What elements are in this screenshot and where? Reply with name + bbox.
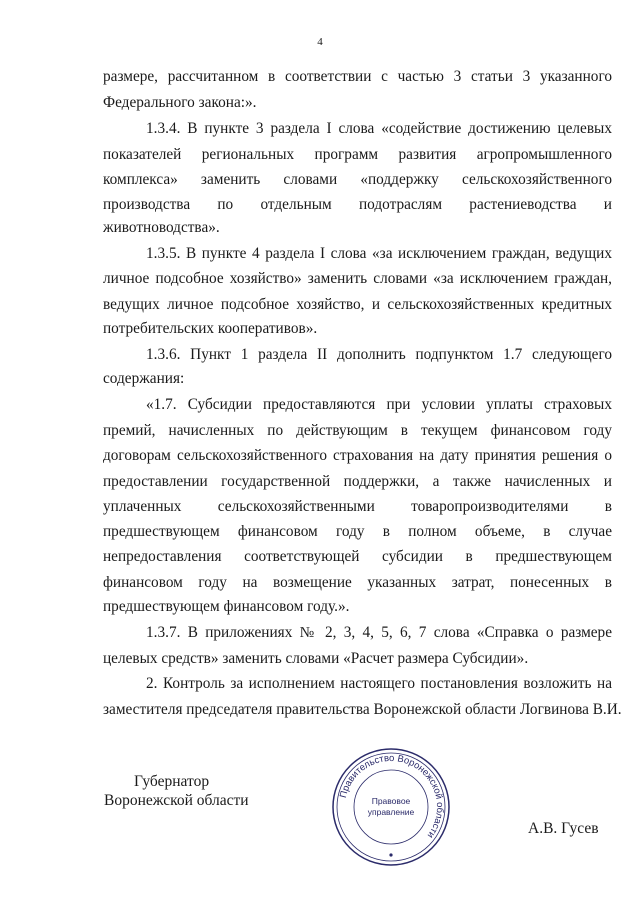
- body-line: «1.7. Субсидии предоставляются при условии уплаты страховых: [146, 396, 612, 413]
- seal-center-line2: управление: [367, 807, 415, 817]
- body-line: финансовом году на возмещение указанных затрат, понесенных в: [103, 574, 612, 591]
- body-line: предшествующем финансовом году.».: [103, 598, 350, 615]
- body-line: личное подсобное хозяйство» заменить словами «за исключением граждан,: [103, 270, 612, 287]
- page-number: 4: [317, 36, 323, 48]
- seal-ring-text: Правительство Воронежской области: [337, 752, 446, 841]
- body-line: премий, начисленных по действующим в текущем финансовом году: [103, 422, 612, 439]
- body-line: 1.3.4. В пункте 3 раздела I слова «содействие достижению целевых: [146, 120, 612, 137]
- body-line: 2. Контроль за исполнением настоящего постановления возложить на: [146, 675, 612, 692]
- body-line: предшествующем финансовом году в полном объеме, в случае: [103, 523, 612, 540]
- body-line: предоставлении государственной поддержки, а также начисленных и: [103, 473, 612, 490]
- body-line: заместителя председателя правительства Воронежской области Логвинова В.И.: [103, 701, 622, 718]
- body-line: уплаченных сельскохозяйственными товаропроизводителями в: [103, 498, 612, 515]
- seal-center-line1: Правовое: [371, 796, 411, 806]
- body-line: содержания:: [103, 370, 185, 387]
- body-line: непредоставления соответствующей субсидии в предшествующем: [103, 548, 612, 565]
- body-line: 1.3.5. В пункте 4 раздела I слова «за исключением граждан, ведущих: [146, 245, 612, 262]
- body-line: животноводства».: [103, 219, 220, 236]
- body-line: производства по отдельным подотраслям растениеводства и: [103, 196, 612, 213]
- signatory-title-line2: Воронежской области: [104, 792, 249, 809]
- body-line: целевых средств» заменить словами «Расчет размера Субсидии».: [103, 650, 529, 667]
- body-line: показателей региональных программ развития агропромышленного: [103, 146, 612, 163]
- seal-star-icon: [389, 853, 392, 856]
- signatory-name: А.В. Гусев: [528, 820, 599, 837]
- signatory-title-line1: Губернатор: [134, 773, 210, 790]
- body-line: 1.3.7. В приложениях № 2, 3, 4, 5, 6, 7 слова «Справка о размере: [146, 624, 612, 641]
- body-line: 1.3.6. Пункт 1 раздела II дополнить подпунктом 1.7 следующего: [146, 346, 612, 363]
- body-line: ведущих личное подсобное хозяйство, и сельскохозяйственных кредитных: [103, 296, 612, 313]
- body-line: потребительских кооперативов».: [103, 320, 318, 337]
- body-line: размере, рассчитанном в соответствии с частью 3 статьи 3 указанного: [103, 68, 612, 85]
- body-line: договорам сельскохозяйственного страхования на дату принятия решения о: [103, 447, 612, 464]
- official-seal: [330, 746, 452, 868]
- body-line: Федерального закона:».: [103, 94, 257, 111]
- body-line: комплекса» заменить словами «поддержку сельскохозяйственного: [103, 171, 612, 188]
